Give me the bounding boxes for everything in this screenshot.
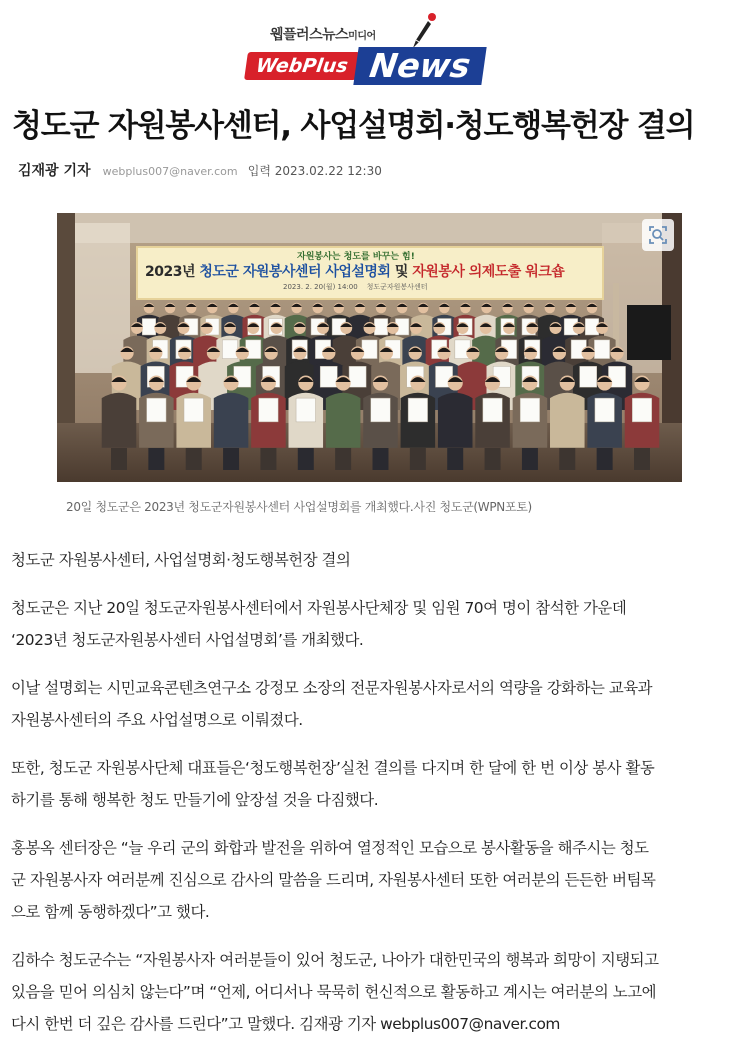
person-legs [634, 448, 650, 470]
zoom-icon [642, 219, 674, 251]
photo-caption: 20일 청도군은 2023년 청도군자원봉사센터 사업설명회를 개최했다.사진 청도군(WPN포토) [66, 500, 532, 514]
author-name: 김재광 기자 [18, 163, 91, 179]
article-paragraph [11, 544, 729, 576]
paragraph-line: 으로 함께 동행하겠다”고 했다. [11, 903, 210, 921]
article-paragraph [11, 592, 729, 656]
paragraph-line: 군 자원봉사자 여러분께 진심으로 감사의 말씀을 드리며, 자원봉사센터 또한 여러분의 든든한 버팀목 [11, 871, 656, 889]
logo-subtitle: 웹플러스뉴스미디어 [270, 27, 376, 43]
paragraph-line: 이날 설명회는 시민교육콘텐츠연구소 강정모 소장의 전문자원봉사자로서의 역량을 강화하는 교육과 [11, 679, 653, 697]
banner-sub-text: 2023. 2. 20(월) 14:00 청도군자원봉사센터 [283, 283, 428, 291]
person-legs [186, 448, 202, 470]
person-legs [335, 448, 351, 470]
zoom-button[interactable] [642, 219, 674, 251]
byline [18, 160, 382, 180]
article-photo[interactable] [57, 213, 682, 482]
person-legs [260, 448, 276, 470]
person-legs [485, 448, 501, 470]
person-legs [559, 448, 575, 470]
article-paragraph [11, 752, 729, 816]
person-legs [373, 448, 389, 470]
paragraph-line: 다시 한번 더 깊은 감사를 드린다”고 말했다. 김재광 기자 webplus007@naver.com [11, 1015, 560, 1033]
site-logo[interactable] [244, 4, 492, 86]
paragraph-line: 있음을 믿어 의심치 않는다”며 “언제, 어디서나 묵묵히 헌신적으로 활동하고 계시는 여러분의 노고에 [11, 983, 657, 1001]
person-legs [298, 448, 314, 470]
person-legs [597, 448, 613, 470]
paragraph-line: 청도군은 지난 20일 청도군자원봉사센터에서 자원봉사단체장 및 임원 70여 명이 참석한 가운데 [11, 599, 627, 617]
person-legs [522, 448, 538, 470]
paragraph-line: 김하수 청도군수는 “자원봉사자 여러분들이 있어 청도군, 나아가 대한민국의 행복과 희망이 지탱되고 [11, 951, 659, 969]
author-email[interactable]: webplus007@naver.com [102, 165, 238, 178]
paragraph-line: 또한, 청도군 자원봉사단체 대표들은‘청도행복헌장’실천 결의를 다지며 한 달에 한 번 이상 봉사 활동 [11, 759, 655, 777]
publish-date: 입력 2023.02.22 12:30 [247, 164, 382, 178]
logo-webplus: WebPlus [244, 52, 360, 80]
article-paragraph [11, 832, 729, 928]
person-legs [111, 448, 127, 470]
people-group [57, 213, 682, 482]
person-legs [223, 448, 239, 470]
banner-top-text: 자원봉사는 청도를 바꾸는 힘! [297, 252, 415, 262]
article-paragraph [11, 672, 729, 736]
logo-news: News [353, 47, 486, 85]
banner-main-text: 2023년 청도군 자원봉사센터 사업설명회 및 자원봉사 의제도출 워크숍 [145, 264, 565, 280]
article-headline: 청도군 자원봉사센터, 사업설명회·청도행복헌장 결의 [12, 108, 695, 144]
paragraph-line: 하기를 통해 행복한 청도 만들기에 앞장설 것을 다짐했다. [11, 791, 379, 809]
article-paragraph [11, 944, 729, 1040]
paragraph-line: 청도군 자원봉사센터, 사업설명회·청도행복헌장 결의 [11, 551, 351, 569]
paragraph-line: 자원봉사센터의 주요 사업설명으로 이뤄졌다. [11, 711, 303, 729]
paragraph-line: ‘2023년 청도군자원봉사센터 사업설명회’를 개최했다. [11, 631, 364, 649]
person-legs [148, 448, 164, 470]
person-legs [410, 448, 426, 470]
paragraph-line: 홍봉옥 센터장은 “늘 우리 군의 화합과 발전을 위하여 열정적인 모습으로 봉사활동을 해주시는 청도 [11, 839, 649, 857]
person-legs [447, 448, 463, 470]
